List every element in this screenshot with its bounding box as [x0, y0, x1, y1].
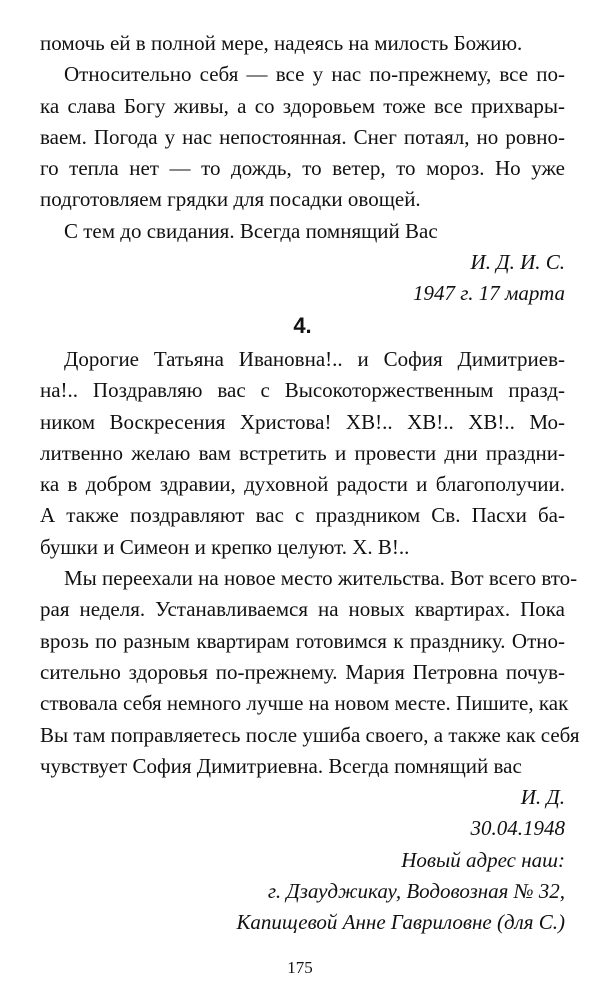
letter4-paragraph-2	[40, 563, 580, 782]
text-line: ка слава Богу живы, а со здоровьем тоже все прихвары-	[40, 93, 565, 118]
letter3-signature: И. Д. И. С.	[470, 250, 565, 275]
text-line: ником Воскресения Христова! ХВ!.. ХВ!.. ХВ!.. Мо-	[40, 409, 565, 434]
letter3-closing	[40, 216, 565, 247]
text-line: А также поздравляют вас с праздником Св. Пасхи ба-	[40, 503, 565, 528]
letter3-paragraph-2	[40, 59, 565, 215]
letter3-paragraph-1	[40, 28, 565, 59]
letter4-date: 30.04.1948	[470, 816, 565, 841]
letter4-signature: И. Д.	[520, 785, 565, 810]
text-line: врозь по разным квартирам готовимся к празднику. Отно-	[40, 628, 565, 653]
text-line: бушки и Симеон и крепко целуют. Х. В!..	[40, 534, 410, 559]
letter-number-heading: 4.	[293, 312, 312, 338]
text-line: Мы переехали на новое место жительства. Вот всего вто-	[64, 566, 578, 591]
text-line: рая неделя. Устанавливаемся на новых квартирах. Пока	[40, 597, 565, 622]
text-line: Вы там поправляетесь после ушиба своего, а также как себя	[40, 722, 580, 747]
address-line-1: г. Дзауджикау, Водовозная № 32,	[267, 879, 565, 904]
page-number: 175	[287, 958, 313, 977]
text-line: подготовляем грядки для посадки овощей.	[40, 187, 421, 212]
text-line: Дорогие Татьяна Ивановна!.. и София Димитриев-	[64, 346, 565, 371]
text-line: ка в добром здравии, духовной радости и благополучии.	[40, 472, 565, 497]
text-line: помочь ей в полной мере, надеясь на милость Божию.	[40, 31, 523, 55]
address-line-2: Капищевой Анне Гавриловне (для С.)	[236, 910, 565, 935]
text-line: литвенно желаю вам встретить и провести дни праздни-	[40, 440, 565, 465]
text-line: сительно здоровья по-прежнему. Мария Петровна почув-	[40, 659, 565, 684]
book-page	[40, 28, 580, 939]
text-line: чувствует София Димитриевна. Всегда помнящий вас	[40, 753, 522, 778]
text-line: ваем. Погода у нас непостоянная. Снег потаял, но ровно-	[40, 124, 565, 149]
letter4-paragraph-1	[40, 344, 565, 563]
closing-line: С тем до свидания. Всегда помнящий Вас	[64, 218, 438, 243]
text-line: го тепла нет — то дождь, то ветер, то мороз. Но уже	[40, 156, 565, 181]
text-line: ствовала себя немного лучше на новом месте. Пишите, как	[40, 691, 569, 716]
text-line: на!.. Поздравляю вас с Высокоторжественным празд-	[40, 378, 565, 403]
text-line: Относительно себя — все у нас по-прежнему, все по-	[64, 62, 565, 87]
letter3-date: 1947 г. 17 марта	[413, 281, 565, 306]
address-label: Новый адрес наш:	[401, 847, 565, 872]
